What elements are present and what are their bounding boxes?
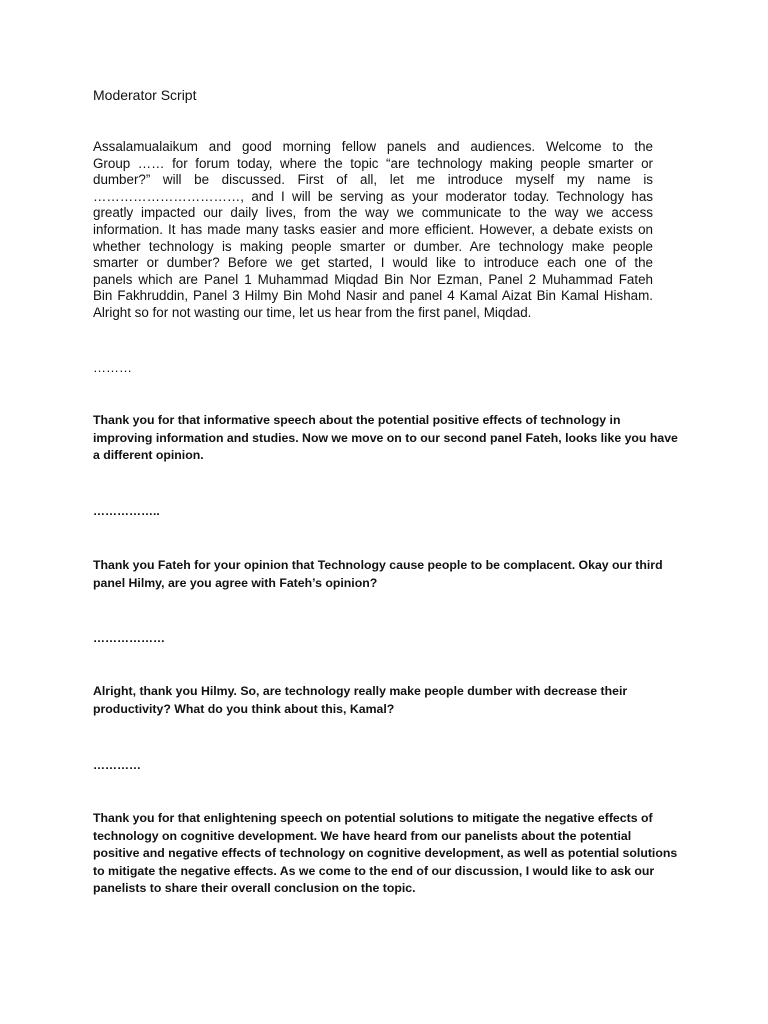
intro-line: ……………………………, and I will be serving as your moderator today. Technology has bbox=[93, 188, 653, 204]
response-line: to mitigate the negative effects. As we come to the end of our discussion, I would like to ask our bbox=[93, 863, 655, 878]
document-title: Moderator Script bbox=[93, 87, 197, 103]
intro-paragraph bbox=[93, 139, 653, 322]
response-line: panelists to share their overall conclusion on the topic. bbox=[93, 881, 416, 896]
response-line: positive and negative effects of technology on cognitive development, as well as potential solutions bbox=[93, 846, 678, 861]
response-line: improving information and studies. Now we move on to our second panel Fateh, looks like you have bbox=[93, 430, 678, 445]
moderator-response-2 bbox=[93, 557, 673, 592]
moderator-response-4 bbox=[93, 810, 678, 898]
response-line: Alright, thank you Hilmy. So, are technology really make people dumber with decrease their bbox=[93, 684, 628, 698]
response-line: a different opinion. bbox=[93, 448, 204, 463]
moderator-response-3 bbox=[93, 683, 673, 718]
response-line: productivity? What do you think about this, Kamal? bbox=[93, 701, 395, 716]
intro-line: greatly impacted our daily lives, from the way we communicate to the way we access bbox=[93, 205, 653, 221]
panel-1-placeholder: ……… bbox=[93, 360, 132, 375]
response-line: Thank you for that informative speech about the potential positive effects of technology in bbox=[93, 413, 621, 427]
intro-line: panels which are Panel 1 Muhammad Miqdad Bin Nor Ezman, Panel 2 Muhammad Fateh bbox=[93, 271, 653, 287]
intro-line: dumber?” will be discussed. First of all, let me introduce myself my name is bbox=[93, 172, 653, 188]
panel-2-placeholder: …………….. bbox=[93, 504, 160, 518]
response-line: Thank you for that enlightening speech on potential solutions to mitigate the negative effects of bbox=[93, 811, 653, 825]
response-line: Thank you Fateh for your opinion that Technology cause people to be complacent. Okay our third bbox=[93, 558, 663, 572]
intro-line: information. It has made many tasks easier and more efficient. However, a debate exists on bbox=[93, 221, 653, 237]
intro-line: smarter or dumber? Before we get started, I would like to introduce each one of the bbox=[93, 255, 653, 271]
response-line: panel Hilmy, are you agree with Fateh’s opinion? bbox=[93, 575, 378, 590]
intro-line: Alright so for not wasting our time, let us hear from the first panel, Miqdad. bbox=[93, 304, 532, 320]
intro-line: Bin Fakhruddin, Panel 3 Hilmy Bin Mohd Nasir and panel 4 Kamal Aizat Bin Kamal Hisham. bbox=[93, 288, 653, 304]
panel-4-placeholder: ………… bbox=[93, 758, 141, 772]
intro-line: Group …… for forum today, where the topic “are technology making people smarter or bbox=[93, 155, 653, 171]
intro-line: Assalamualaikum and good morning fellow panels and audiences. Welcome to the bbox=[93, 139, 653, 154]
moderator-response-1 bbox=[93, 412, 678, 465]
panel-3-placeholder: ……………… bbox=[93, 631, 165, 645]
response-line: technology on cognitive development. We have heard from our panelists about the potential bbox=[93, 828, 632, 843]
intro-line: whether technology is making people smarter or dumber. Are technology make people bbox=[93, 238, 653, 254]
